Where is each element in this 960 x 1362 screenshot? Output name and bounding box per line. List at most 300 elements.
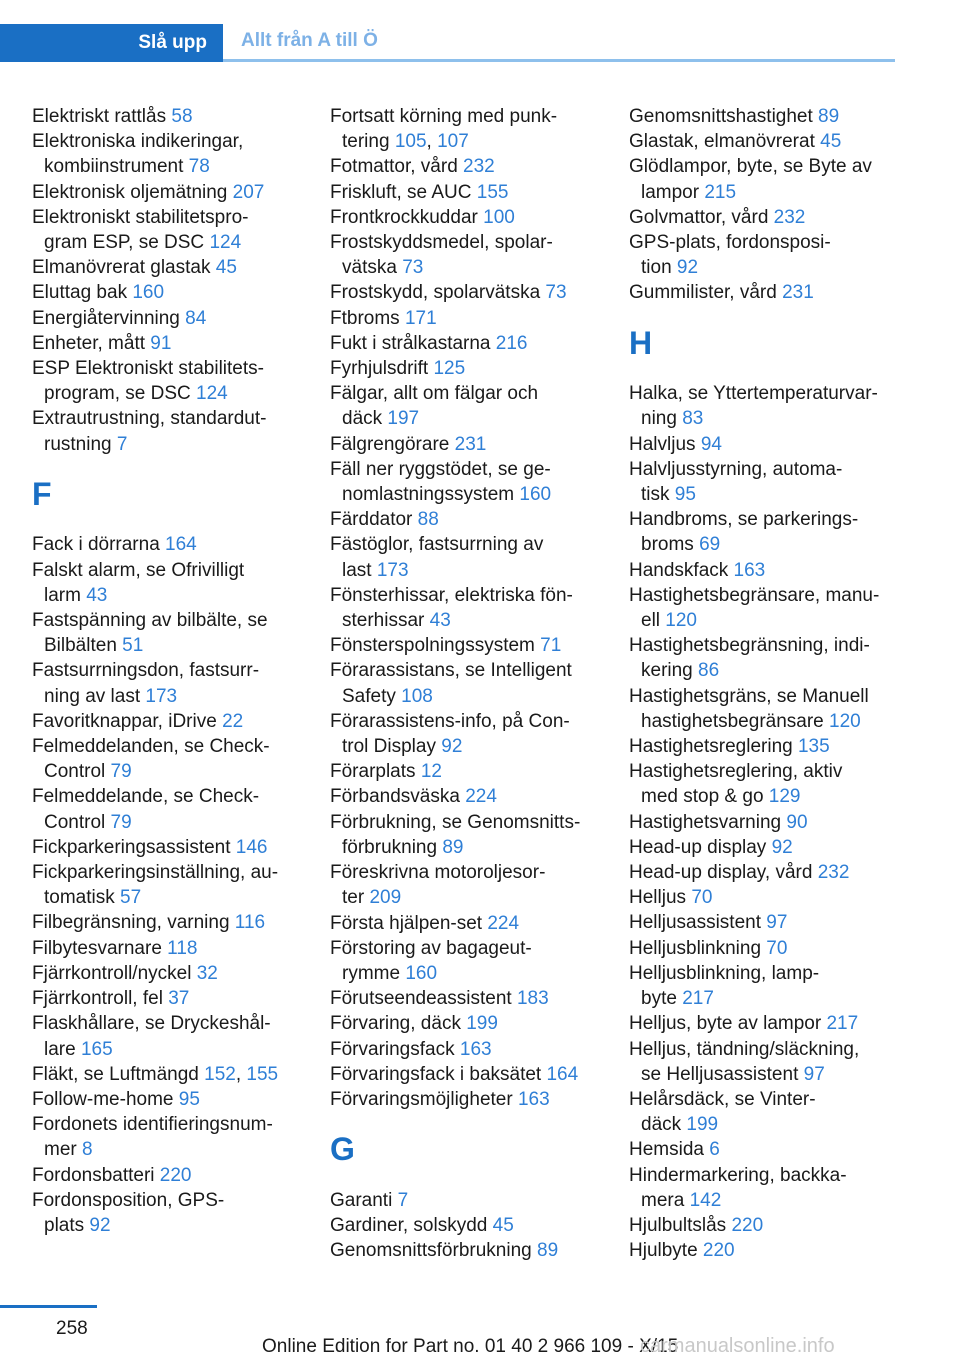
entry-text: Elmanövrerat glastak — [32, 257, 216, 279]
page-link[interactable]: 73 — [402, 257, 424, 279]
entry-text: hastighetsbegränsare — [641, 710, 830, 732]
index-entry — [32, 356, 302, 406]
index-entry — [629, 154, 899, 204]
index-entry — [629, 860, 899, 885]
entry-text: Fordonets identifieringsnum‐ — [32, 1114, 273, 1136]
entry-text: Frostskydd, spolarvätska — [330, 282, 546, 304]
page-link[interactable]: 45 — [820, 131, 842, 153]
index-entry — [629, 558, 899, 583]
index-entry — [32, 658, 302, 708]
page-link[interactable]: 165 — [80, 1038, 113, 1060]
page-link[interactable]: 120 — [665, 610, 697, 632]
entry-text: program, se DSC — [44, 383, 197, 405]
page-link[interactable]: 232 — [773, 206, 806, 228]
index-entry — [629, 1137, 899, 1162]
page-link[interactable]: 45 — [215, 257, 237, 279]
page-link[interactable]: 155 — [476, 181, 509, 203]
entry-text: Förbandsväska — [330, 786, 466, 808]
entry-text: Flaskhållare, se Dryckeshål‐ — [32, 1013, 271, 1035]
entry-text: plats — [44, 1214, 90, 1236]
page-link[interactable]: 73 — [545, 282, 567, 304]
entry-text: Elektroniskt stabilitetspro‐ — [32, 206, 249, 228]
index-entry — [629, 457, 899, 507]
index-entry — [629, 1238, 899, 1263]
index-entry — [330, 381, 600, 431]
entry-text: Fickparkeringsinställning, au‐ — [32, 862, 279, 884]
page-link[interactable]: 6 — [709, 1139, 720, 1161]
page-link[interactable]: 70 — [691, 887, 713, 909]
entry-text: Control — [44, 811, 111, 833]
entry-text: Fickparkeringsassistent — [32, 836, 236, 858]
page-link[interactable]: 124 — [196, 383, 228, 405]
page-link[interactable]: 118 — [167, 937, 198, 959]
entry-text: Elektriskt rattlås — [32, 106, 172, 127]
entry-text: Hastighetsbegränsning, indi‐ — [629, 635, 870, 657]
entry-text: Fästöglor, fastsurrning av — [330, 534, 544, 556]
index-entry — [629, 1037, 899, 1087]
index-entry — [629, 381, 899, 431]
entry-text: larm — [44, 584, 87, 606]
entry-text: Helljus, byte av lampor — [629, 1013, 827, 1035]
page-link[interactable]: 216 — [495, 332, 528, 354]
page-link[interactable]: 43 — [429, 610, 451, 632]
index-entry — [32, 1163, 302, 1188]
tab-underline — [223, 59, 895, 62]
section-letter: F — [32, 475, 52, 512]
entry-text: Fastspänning av bilbälte, se — [32, 610, 268, 632]
index-column-1 — [32, 104, 302, 1238]
index-entry — [629, 1087, 899, 1137]
index-entry — [330, 1213, 600, 1238]
index-entry — [629, 205, 899, 230]
entry-text: tion — [641, 257, 677, 279]
entry-text: se Helljusassistent — [641, 1063, 804, 1085]
index-entry — [629, 583, 899, 633]
entry-text: Förarassistens-info, på Con‐ — [330, 710, 570, 732]
index-entry — [629, 1163, 899, 1213]
entry-text: Helljus, tändning/släckning, — [629, 1038, 860, 1060]
page-link[interactable]: 220 — [159, 1164, 192, 1186]
page-link[interactable]: 89 — [537, 1240, 559, 1262]
page-link[interactable]: 197 — [387, 408, 420, 430]
index-entry — [32, 558, 302, 608]
entry-text: Fastsurrningsdon, fastsurr‐ — [32, 660, 260, 682]
entry-text: Elektroniska indikeringar, — [32, 131, 244, 153]
index-entry — [32, 406, 302, 456]
index-entry — [330, 180, 600, 205]
entry-text: Fälgar, allt om fälgar och — [330, 383, 539, 405]
page-link[interactable]: 8 — [82, 1139, 93, 1161]
page-link[interactable]: 92 — [89, 1214, 111, 1236]
page-link[interactable]: 43 — [86, 584, 108, 606]
page-link[interactable]: 37 — [168, 988, 190, 1010]
entry-text: däck — [342, 408, 388, 430]
index-entry — [32, 1011, 302, 1061]
entry-text: Friskluft, se AUC — [330, 181, 477, 203]
page-link[interactable]: 22 — [222, 710, 244, 732]
page-link[interactable]: 231 — [454, 433, 487, 455]
entry-text: Färddator — [330, 509, 418, 531]
entry-text: GPS-plats, fordonsposi‐ — [629, 232, 831, 254]
index-entry — [32, 306, 302, 331]
entry-text: Follow-me-home — [32, 1088, 179, 1110]
index-entry — [32, 608, 302, 658]
entry-text: Halka, se Yttertemperaturvar‐ — [629, 383, 878, 405]
entry-text: ell — [641, 610, 666, 632]
page-link[interactable]: 215 — [704, 181, 737, 203]
entry-text: Fordonsposition, GPS- — [32, 1189, 225, 1211]
index-entry — [32, 255, 302, 280]
entry-text: Gummilister, vård — [629, 282, 783, 304]
entry-text: tering — [342, 131, 395, 153]
entry-text: rymme — [342, 962, 406, 984]
entry-text: gram ESP, se DSC — [44, 232, 210, 254]
index-entry — [32, 532, 302, 557]
page-link[interactable]: 152 — [204, 1063, 236, 1085]
entry-text: ning av last — [44, 685, 146, 707]
index-entry — [330, 936, 600, 986]
footer-accent-line — [0, 1305, 97, 1308]
index-entry — [330, 911, 600, 936]
page-link[interactable]: 142 — [689, 1189, 722, 1211]
page-link[interactable]: 95 — [178, 1088, 200, 1110]
entry-text: Förarassistans, se Intelligent — [330, 660, 572, 682]
entry-text: Eluttag bak — [32, 282, 133, 304]
page-link[interactable]: 199 — [466, 1013, 498, 1035]
page-link[interactable]: 231 — [782, 282, 814, 304]
index-entry — [330, 709, 600, 759]
watermark: carmanualsonline.info — [640, 1335, 835, 1357]
page-link[interactable]: 135 — [797, 736, 830, 758]
entry-text: lare — [44, 1038, 81, 1060]
entry-text: Genomsnittshastighet — [629, 106, 819, 127]
index-entry — [629, 104, 899, 129]
tab-sla-upp[interactable]: Slå upp — [0, 24, 223, 62]
index-entry — [629, 936, 899, 961]
entry-text: mera — [641, 1189, 690, 1211]
entry-text: Förvaring, däck — [330, 1013, 467, 1035]
page-link[interactable]: 164 — [165, 534, 197, 556]
index-entry — [629, 280, 899, 305]
index-entry — [629, 1011, 899, 1036]
page-link[interactable]: 89 — [818, 106, 840, 127]
index-entry — [629, 432, 899, 457]
index-entry — [330, 457, 600, 507]
entry-text: Bilbälten — [44, 635, 123, 657]
page-link[interactable]: 92 — [771, 836, 793, 858]
index-entry — [330, 860, 600, 910]
index-entry — [330, 759, 600, 784]
entry-text: Hastighetsreglering — [629, 736, 798, 758]
page-link[interactable]: 163 — [517, 1088, 550, 1110]
page-link[interactable]: 86 — [698, 660, 720, 682]
page-link[interactable]: 224 — [465, 786, 497, 808]
page-link[interactable]: 57 — [120, 887, 142, 909]
index-entry — [629, 885, 899, 910]
index-entry — [330, 306, 600, 331]
entry-text: ter — [342, 887, 370, 909]
page-link[interactable]: 125 — [433, 358, 466, 380]
entry-text: Fäll ner ryggstödet, se ge‐ — [330, 458, 551, 480]
page-link[interactable]: 146 — [235, 836, 268, 858]
page-link[interactable]: 160 — [132, 282, 165, 304]
entry-text: ESP Elektroniskt stabilitets‐ — [32, 358, 264, 380]
page-link[interactable]: 94 — [700, 433, 722, 455]
entry-text: trol Display — [342, 736, 442, 758]
index-entry — [32, 1062, 302, 1087]
index-entry — [32, 986, 302, 1011]
page-link[interactable]: 92 — [676, 257, 699, 279]
index-entry — [32, 205, 302, 255]
page-link[interactable]: 88 — [417, 509, 439, 531]
page-link[interactable]: 7 — [397, 1189, 409, 1211]
entry-text: Hjulbyte — [629, 1240, 703, 1262]
entry-text: Energiåtervinning — [32, 307, 186, 329]
entry-text: Förarplats — [330, 761, 421, 783]
entry-text: ning — [641, 408, 683, 430]
entry-text: Fyrhjulsdrift — [330, 358, 434, 380]
page-link[interactable]: 164 — [546, 1063, 579, 1085]
index-entry — [32, 280, 302, 305]
page-link[interactable]: 224 — [487, 912, 520, 934]
page-link[interactable]: 70 — [766, 937, 788, 959]
index-entry — [32, 734, 302, 784]
index-entry — [330, 507, 600, 532]
entry-text: förbrukning — [342, 836, 443, 858]
entry-text: Förutseendeassistent — [330, 988, 517, 1010]
entry-text: last — [342, 559, 377, 581]
entry-text: Fortsatt körning med punk‐ — [330, 106, 558, 127]
index-entry — [330, 784, 600, 809]
page-link[interactable]: 160 — [405, 962, 438, 984]
page-link[interactable]: 100 — [483, 206, 515, 228]
entry-text: Hemsida — [629, 1139, 710, 1161]
entry-text: Helårsdäck, se Vinter‐ — [629, 1088, 816, 1110]
index-entry — [32, 331, 302, 356]
page-link[interactable]: 51 — [122, 635, 144, 657]
index-entry — [32, 1188, 302, 1238]
page-link[interactable]: 183 — [516, 988, 549, 1010]
entry-text: Hastighetsreglering, aktiv — [629, 761, 843, 783]
index-entry — [330, 1062, 600, 1087]
page-link[interactable]: 45 — [492, 1214, 514, 1236]
page-link[interactable]: 173 — [145, 685, 178, 707]
entry-text: Glastak, elmanövrerat — [629, 131, 821, 153]
index-entry — [330, 432, 600, 457]
entry-text: Hindermarkering, backka‐ — [629, 1164, 847, 1186]
entry-text: Extrautrustning, standardut‐ — [32, 408, 267, 430]
page-link[interactable]: 173 — [376, 559, 409, 581]
page-link[interactable]: 163 — [733, 559, 766, 581]
entry-text: Glödlampor, byte, se Byte av — [629, 156, 872, 178]
index-entry — [330, 104, 600, 154]
index-entry — [330, 658, 600, 708]
index-entry — [330, 810, 600, 860]
index-entry — [330, 583, 600, 633]
entry-text: Hastighetsvarning — [629, 811, 787, 833]
page-link[interactable]: 95 — [674, 484, 696, 506]
entry-text: med stop & go — [641, 786, 769, 808]
index-entry — [629, 810, 899, 835]
page-link[interactable]: 124 — [209, 232, 242, 254]
entry-text: rustning — [44, 433, 117, 455]
page-link[interactable]: 69 — [699, 534, 721, 556]
index-entry — [330, 331, 600, 356]
entry-text: sterhissar — [342, 610, 430, 632]
index-entry — [32, 709, 302, 734]
entry-text: Head-up display, vård — [629, 862, 818, 884]
entry-text: mer — [44, 1139, 82, 1161]
header-tabbar — [0, 24, 895, 62]
index-entry — [32, 1112, 302, 1162]
entry-text: Handskfack — [629, 559, 734, 581]
page-link[interactable]: 83 — [682, 408, 704, 430]
page-link[interactable]: 155 — [246, 1063, 279, 1085]
page-link[interactable]: 116 — [234, 912, 266, 934]
entry-text: Enheter, mått — [32, 332, 151, 354]
page-link[interactable]: 91 — [150, 332, 172, 354]
page-link[interactable]: 199 — [686, 1114, 719, 1136]
entry-text: , — [235, 1063, 247, 1085]
page-link[interactable]: 84 — [185, 307, 207, 329]
entry-text: Helljusblinkning, lamp‐ — [629, 962, 820, 984]
entry-text: Head-up display — [629, 836, 772, 858]
entry-text: nomlastningssystem — [342, 484, 520, 506]
page-link[interactable]: 92 — [441, 736, 463, 758]
entry-text: Första hjälpen-set — [330, 912, 488, 934]
entry-text: broms — [641, 534, 700, 556]
page-link[interactable]: 105 — [394, 131, 427, 153]
entry-text: Fläkt, se Luftmängd — [32, 1063, 205, 1085]
page-link[interactable]: 79 — [110, 811, 132, 833]
page-link[interactable]: 79 — [110, 761, 132, 783]
entry-text: kombiinstrument — [44, 156, 189, 178]
entry-text: Falskt alarm, se Ofrivilligt — [32, 559, 245, 581]
index-entry — [32, 860, 302, 910]
section-letter: H — [629, 324, 653, 361]
page-link[interactable]: 71 — [540, 635, 562, 657]
index-entry — [330, 154, 600, 179]
index-entry — [629, 759, 899, 809]
index-entry — [629, 684, 899, 734]
entry-text: Hjulbultslås — [629, 1214, 732, 1236]
entry-text: Filbytesvarnare — [32, 937, 168, 959]
entry-text: tomatisk — [44, 887, 121, 909]
page-link[interactable]: 97 — [803, 1063, 825, 1085]
page-link[interactable]: 89 — [442, 836, 464, 858]
entry-text: Fjärrkontroll/nyckel — [32, 962, 197, 984]
entry-text: vätska — [342, 257, 403, 279]
entry-text: Ftbroms — [330, 307, 405, 329]
index-entry — [32, 936, 302, 961]
entry-text: Golvmattor, vård — [629, 206, 774, 228]
edition-note: Online Edition for Part no. 01 40 2 966 109 - X/15 — [262, 1336, 679, 1357]
index-entry — [629, 961, 899, 1011]
page-link[interactable]: 207 — [232, 181, 265, 203]
page-number: 258 — [56, 1318, 88, 1339]
page-link[interactable]: 232 — [463, 156, 495, 178]
page-link[interactable]: 32 — [196, 962, 218, 984]
page-link[interactable]: 160 — [519, 484, 552, 506]
entry-text: Fönsterspolningssystem — [330, 635, 541, 657]
index-entry — [330, 1037, 600, 1062]
page-link[interactable]: 220 — [702, 1240, 735, 1262]
page-link[interactable]: 78 — [188, 156, 210, 178]
entry-text: Filbegränsning, varning — [32, 912, 235, 934]
index-entry — [330, 1087, 600, 1112]
page-link[interactable]: 232 — [817, 862, 850, 884]
index-entry — [629, 507, 899, 557]
page-link[interactable]: 58 — [171, 106, 193, 127]
index-entry — [330, 205, 600, 230]
entry-text: tisk — [641, 484, 675, 506]
page-link[interactable]: 171 — [404, 307, 437, 329]
index-entry — [629, 633, 899, 683]
entry-text: Förvaringsfack — [330, 1038, 460, 1060]
entry-text: Felmeddelande, se Check- — [32, 786, 260, 808]
index-entry — [32, 180, 302, 205]
entry-text: Hastighetsgräns, se Manuell — [629, 685, 869, 707]
entry-text: Handbroms, se parkerings‐ — [629, 509, 859, 531]
page-link[interactable]: 129 — [768, 786, 801, 808]
entry-text: Elektronisk oljemätning — [32, 181, 233, 203]
entry-text: Föreskrivna motoroljesor‐ — [330, 862, 546, 884]
page-link[interactable]: 209 — [369, 887, 402, 909]
page-link[interactable]: 97 — [766, 912, 788, 934]
section-letter: G — [330, 1131, 355, 1168]
entry-text: Fotmattor, vård — [330, 156, 464, 178]
entry-text: Frontkrockkuddar — [330, 206, 484, 228]
index-entry — [330, 1011, 600, 1036]
entry-text: Genomsnittsförbrukning — [330, 1240, 537, 1262]
entry-text: Fönsterhissar, elektriska fön‐ — [330, 584, 573, 606]
page-link[interactable]: 7 — [116, 433, 128, 455]
entry-text: Halvljusstyrning, automa‐ — [629, 458, 843, 480]
page-link[interactable]: 12 — [420, 761, 442, 783]
entry-text: Gardiner, solskydd — [330, 1214, 493, 1236]
index-column-3 — [629, 104, 899, 1263]
index-entry — [629, 734, 899, 759]
entry-text: Förvaringsmöjligheter — [330, 1088, 518, 1110]
page-link[interactable]: 163 — [459, 1038, 492, 1060]
index-column-2 — [330, 104, 600, 1263]
page-link[interactable]: 220 — [731, 1214, 764, 1236]
page-link[interactable]: 217 — [682, 988, 714, 1010]
entry-text: kering — [641, 660, 699, 682]
entry-text: Frostskyddsmedel, spolar‐ — [330, 232, 553, 254]
entry-text: däck — [641, 1114, 687, 1136]
entry-text: , — [426, 131, 438, 153]
entry-text: Fordonsbatteri — [32, 1164, 160, 1186]
entry-text: Fack i dörrarna — [32, 534, 166, 556]
entry-text: Förstoring av bagageut‐ — [330, 937, 532, 959]
page-link[interactable]: 120 — [829, 710, 861, 732]
index-entry — [629, 1213, 899, 1238]
index-entry — [32, 129, 302, 179]
entry-text: Fjärrkontroll, fel — [32, 988, 169, 1010]
page-link[interactable]: 108 — [401, 685, 433, 707]
page-link[interactable]: 107 — [437, 131, 469, 153]
index-entry — [629, 835, 899, 860]
page-link[interactable]: 90 — [786, 811, 808, 833]
tab-allt-fran-a-till-o[interactable]: Allt från A till Ö — [241, 30, 378, 51]
entry-text: Fälgrengörare — [330, 433, 455, 455]
index-entry — [32, 104, 302, 129]
index-entry — [330, 1188, 600, 1213]
page-link[interactable]: 217 — [826, 1013, 859, 1035]
index-entry — [32, 835, 302, 860]
entry-text: Helljusassistent — [629, 912, 767, 934]
